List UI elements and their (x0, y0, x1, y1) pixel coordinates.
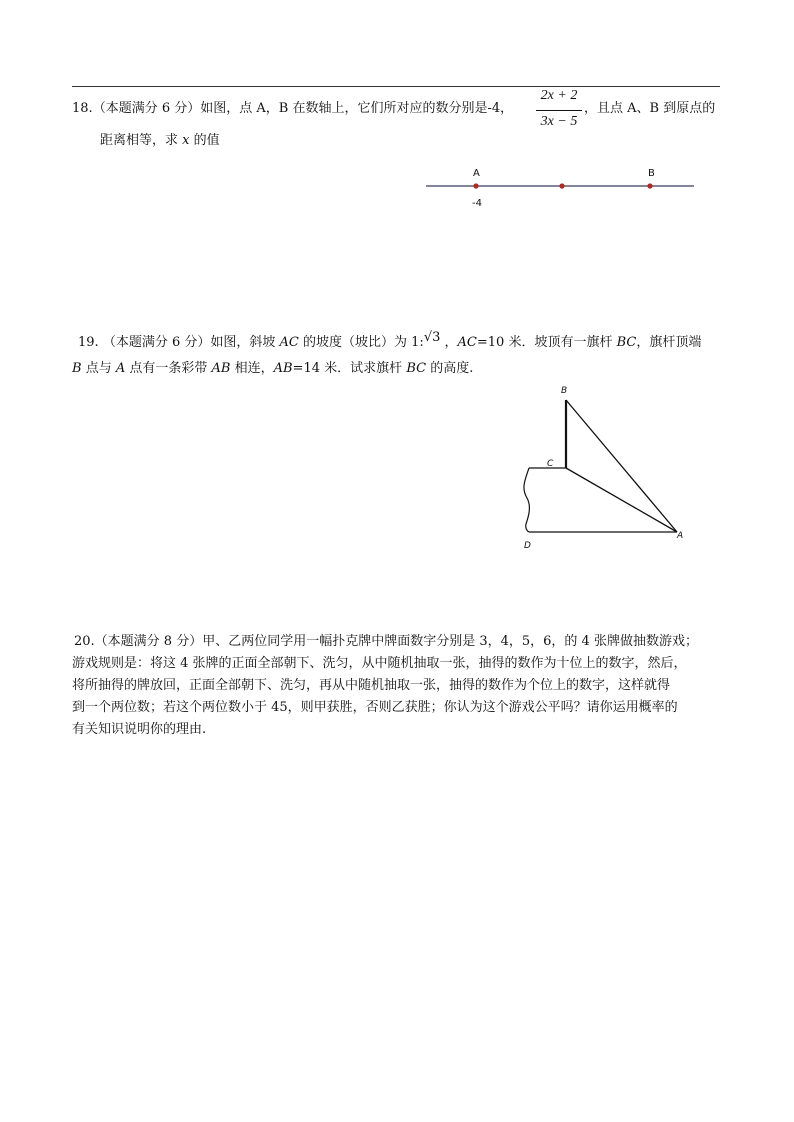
q19-sqrt3: √3 (423, 330, 441, 345)
q19-l1-a: 如图，斜坡 (210, 335, 276, 350)
point-a-dot (473, 183, 478, 188)
fig-label-b: B (561, 386, 568, 396)
label-a: A (473, 168, 480, 179)
q19-l2-e: 的高度. (430, 361, 474, 376)
q19-ac: AC (279, 335, 299, 350)
q19-l1-d: =10 米．坡顶有一旗杆 (476, 335, 613, 350)
q19-line2 (72, 359, 473, 378)
q20-line1: 20.（本题满分 8 分）甲、乙两位同学用一幅扑克牌中牌面数字分别是 3，4，5，6，的 4 张牌做抽数游戏； (74, 634, 698, 649)
q18-variable-x: x (182, 133, 190, 148)
q19-l2-d: =14 米．试求旗杆 (292, 361, 403, 376)
q18-line1 (72, 99, 513, 118)
q18-line2 (100, 131, 220, 150)
q18-points: （本题满分 6 分） (92, 101, 201, 116)
q19-l1-e: ，旗杆顶端 (636, 335, 702, 350)
q18-text-a: 如图，点 A，B 在数轴上，它们所对应的数分别是-4， (200, 101, 514, 116)
q19-b: B (72, 361, 82, 376)
label-b: B (648, 168, 655, 179)
label-minus-four: -4 (472, 198, 482, 209)
q19-bc: BC (616, 335, 637, 350)
q18-text-c2: 的值 (193, 133, 220, 148)
q18-text-c1: 距离相等，求 (100, 133, 179, 148)
q18-number-line-figure (420, 160, 700, 220)
q20-line3: 将所抽得的牌放回，正面全部朝下、洗匀，再从中随机抽取一张，抽得的数作为个位上的数字，这样就得 (72, 678, 671, 693)
q19-l1-b: 的坡度（坡比）为 1: (303, 335, 424, 350)
fig-label-a: A (677, 531, 684, 541)
q18-fraction-bar (536, 110, 582, 111)
fig-label-d: D (524, 541, 531, 551)
header-rule (72, 86, 720, 87)
point-b-dot (647, 183, 652, 188)
q18-text-b: ，且点 A、B 到原点的 (584, 101, 716, 116)
fig-label-c: C (547, 459, 554, 469)
hill-left-edge (524, 468, 529, 532)
q19-a: A (115, 361, 126, 376)
q19-ab-2: AB (273, 361, 293, 376)
q19-ab: AB (211, 361, 231, 376)
q19-line1 (78, 330, 702, 352)
q20-line5: 有关知识说明你的理由. (72, 722, 207, 737)
q18-number: 18. (72, 101, 93, 116)
q19-l2-b: 点有一条彩带 (129, 361, 208, 376)
q20-line4: 到一个两位数；若这个两位数小于 45，则甲获胜，否则乙获胜；你认为这个游戏公平吗？请你运用概率的 (72, 700, 678, 715)
q20-line2: 游戏规则是：将这 4 张牌的正面全部朝下、洗匀，从中随机抽取一张，抽得的数作为十位上的数字，然后， (72, 656, 687, 671)
q19-bc-2: BC (406, 361, 427, 376)
q19-points: （本题满分 6 分） (102, 335, 211, 350)
q18-fraction-denominator: 3x − 5 (540, 114, 578, 129)
origin-dot (559, 183, 564, 188)
q19-l2-a: 点与 (85, 361, 112, 376)
q19-number: 19. (78, 335, 99, 350)
q19-ac-2: AC (457, 335, 477, 350)
q19-slope-figure (515, 380, 695, 555)
q19-l1-c: ， (444, 335, 458, 350)
q18-fraction-numerator: 2x + 2 (540, 88, 578, 103)
q19-l2-c: 相连， (234, 361, 274, 376)
ribbon-ba (566, 400, 677, 532)
slope-ca (566, 468, 677, 532)
